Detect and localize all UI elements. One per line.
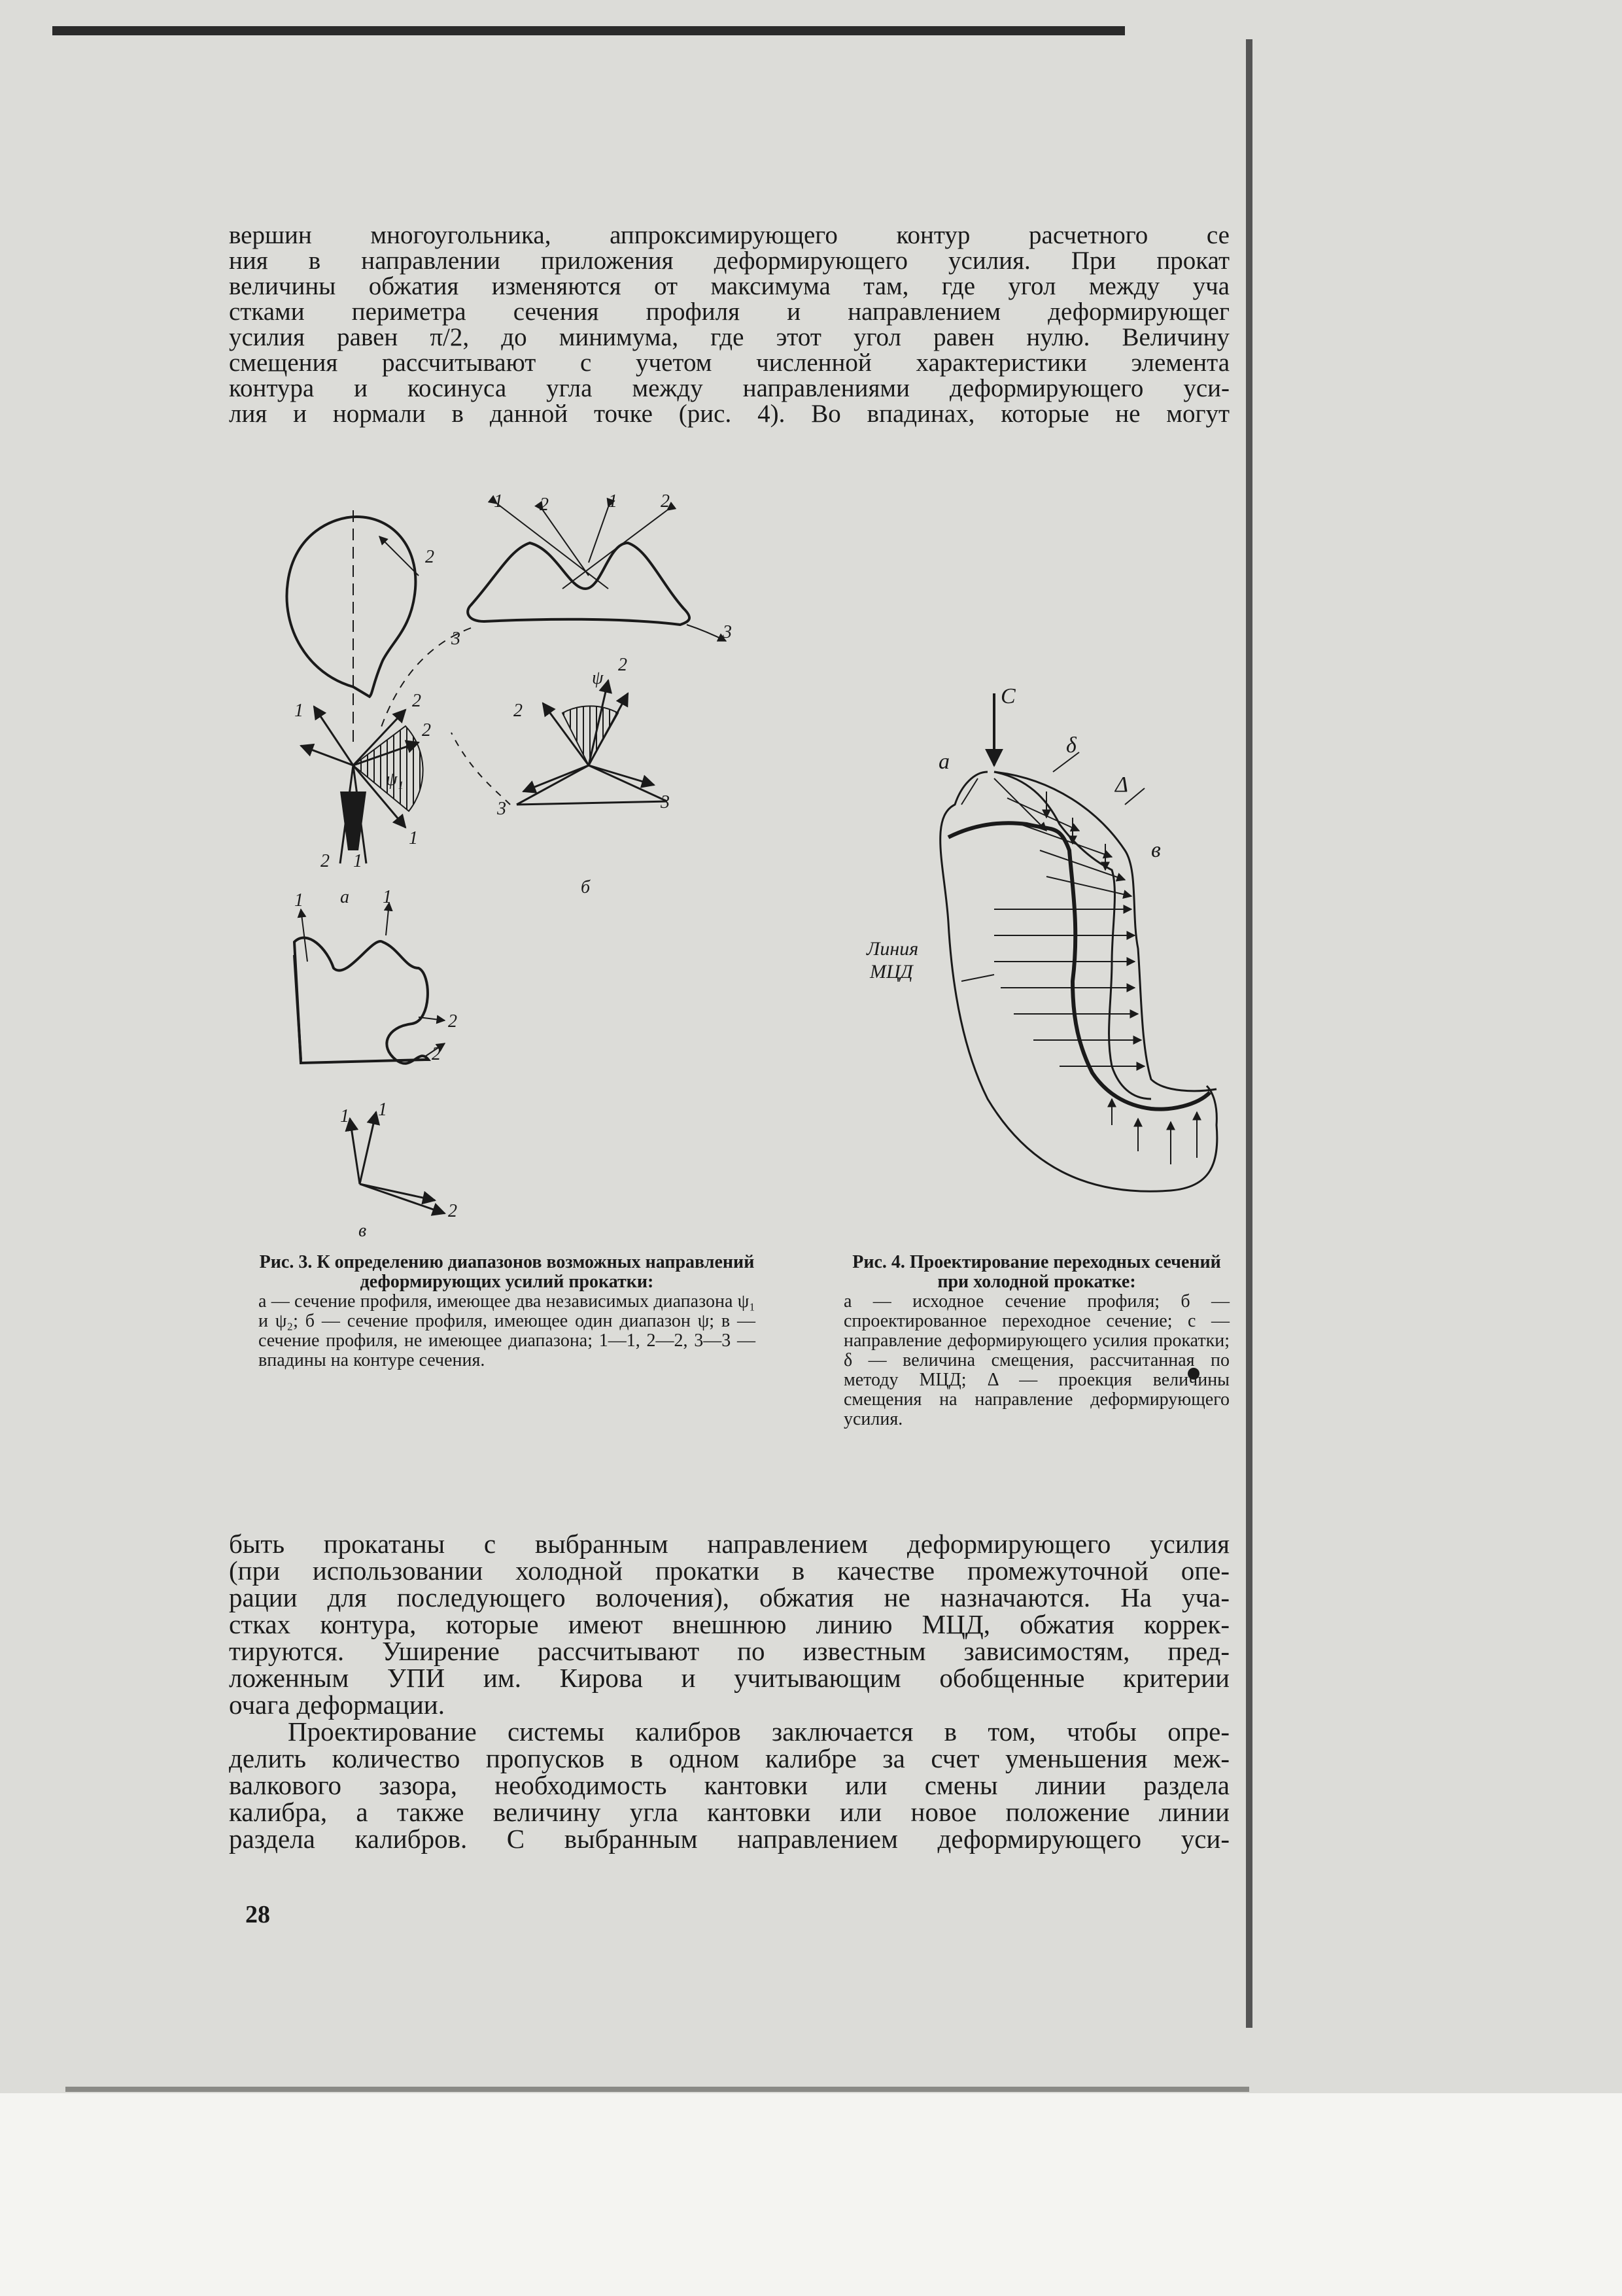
bottom-paragraph bbox=[229, 1531, 1230, 1852]
fig3-label-2: 2 bbox=[425, 547, 434, 567]
fig4-label-v: в bbox=[1151, 838, 1161, 862]
fig4-label-line: Линия bbox=[867, 938, 919, 960]
fig3-label-b: б bbox=[581, 877, 591, 897]
fig4-label-delta: δ bbox=[1066, 733, 1077, 757]
fig3-label-2: 2 bbox=[432, 1044, 441, 1064]
fig3-label-2: 2 bbox=[448, 1011, 457, 1032]
fig3-label-2: 2 bbox=[661, 491, 670, 512]
fig3-label-2: 2 bbox=[540, 495, 549, 515]
text-line: быть прокатаны с выбранным направлением деформирующего усилия bbox=[229, 1529, 1230, 1559]
fig3-label-2: 2 bbox=[448, 1201, 457, 1221]
text-line: очага деформации. bbox=[229, 1690, 445, 1720]
fig3-label-2: 2 bbox=[412, 691, 421, 711]
text-line: рации для последующего волочения), обжатия не назначаются. На уча- bbox=[229, 1582, 1230, 1612]
text-line: ния в направлении приложения деформирующего усилия. При прокат bbox=[229, 247, 1230, 275]
text-line: ложенным УПИ им. Кирова и учитывающим обобщенные критерии bbox=[229, 1663, 1230, 1693]
fig3-label-1: 1 bbox=[409, 828, 418, 848]
fig3-label-psi1: ψ₁ bbox=[386, 769, 404, 790]
fig3b-profile bbox=[379, 504, 726, 733]
fig3-label-1: 1 bbox=[494, 491, 503, 512]
figure4-caption-body: а — исходное сечение профиля; б — спроектированное переходное сечение; с — направление деформирующего усилия прокатки; δ — величина смещения, рассчитанная по методу МЦД; Δ — проекция величины смещения на направление деформирующего усилия. bbox=[844, 1291, 1230, 1429]
fig3-labels bbox=[294, 491, 732, 1241]
text-line: раздела калибров. С выбранным направлением деформирующего уси- bbox=[229, 1824, 1230, 1854]
figure3-caption-title: Рис. 3. К определению диапазонов возможных направлений деформирующих усилий прокатки: bbox=[259, 1252, 755, 1292]
text-line: вершин многоугольника, аппроксимирующего контур расчетного се bbox=[229, 221, 1230, 249]
fig3-label-1: 1 bbox=[294, 701, 303, 721]
fig3-label-v: в bbox=[358, 1221, 367, 1241]
fig4-label-mcd: МЦД bbox=[870, 961, 913, 983]
fig3-label-a: а bbox=[340, 887, 349, 907]
fig3-label-1: 1 bbox=[383, 887, 392, 907]
fig3-label-2: 2 bbox=[618, 655, 627, 675]
fig3-label-1: 1 bbox=[353, 851, 362, 871]
text-line: контура и косинуса угла между направлениями деформирующего уси- bbox=[229, 374, 1230, 402]
text-line: величины обжатия изменяются от максимума там, где угол между уча bbox=[229, 272, 1230, 300]
text-line: калибра, а также величину угла кантовки или новое положение линии bbox=[229, 1797, 1230, 1827]
fig3-label-psi: ψ bbox=[592, 668, 604, 688]
fig4-label-Delta: Δ bbox=[1115, 773, 1128, 797]
fig3-label-3: 3 bbox=[451, 629, 460, 649]
figure3-caption bbox=[258, 1253, 755, 1370]
text-line: стками периметра сечения профиля и направлением деформирующег bbox=[229, 298, 1230, 326]
fig3-label-2: 2 bbox=[422, 720, 431, 740]
fig3-label-1: 1 bbox=[378, 1100, 387, 1120]
text-line: делить количество пропусков в одном калибре за счет уменьшения меж- bbox=[229, 1743, 1230, 1773]
text-line: лия и нормали в данной точке (рис. 4). Во впадинах, которые не могут bbox=[229, 400, 1230, 428]
fig3-label-3: 3 bbox=[661, 792, 670, 812]
fig3-label-3: 3 bbox=[497, 799, 506, 819]
fig4-label-c: С bbox=[1001, 684, 1016, 708]
text-line: (при использовании холодной прокатки в качестве промежуточной опе- bbox=[229, 1556, 1230, 1586]
text-line: усилия равен π/2, до минимума, где этот угол равен нулю. Величину bbox=[229, 323, 1230, 351]
fig4-labels bbox=[866, 684, 1161, 983]
fig3-label-1: 1 bbox=[294, 890, 303, 911]
fig3-label-1: 1 bbox=[340, 1106, 349, 1126]
figure4-caption bbox=[844, 1253, 1230, 1429]
text-line: смещения рассчитывают с учетом численной характеристики элемента bbox=[229, 349, 1230, 377]
fig3-label-3: 3 bbox=[723, 622, 732, 642]
figure4-caption-title: Рис. 4. Проектирование переходных сечений при холодной прокатке: bbox=[852, 1252, 1221, 1292]
text-line: валкового зазора, необходимость кантовки или смены линии раздела bbox=[229, 1770, 1230, 1800]
fig3-label-2: 2 bbox=[513, 701, 523, 721]
fig3a-profile bbox=[286, 510, 419, 746]
fig3a-fan bbox=[301, 706, 423, 863]
fig4-label-a: а bbox=[939, 750, 950, 774]
fig3-label-1: 1 bbox=[608, 491, 617, 512]
fig3b-fan bbox=[451, 680, 667, 805]
text-line: Проектирование системы калибров заключается в том, чтобы опре- bbox=[288, 1716, 1230, 1747]
text-line: тируются. Уширение рассчитывают по известным зависимостям, пред- bbox=[229, 1636, 1230, 1666]
fig3v-profile bbox=[294, 903, 445, 1064]
fig3v-axes bbox=[350, 1112, 445, 1213]
fig3-label-2: 2 bbox=[320, 851, 330, 871]
figure3-caption-body: а — сечение профиля, имеющее два независимых диапазона ψ₁ и ψ₂; б — сечение профиля, имеющее один диапазон ψ; в — сечение профиля, не имеющее диапазона; 1—1, 2—2, 3—3 — впадины на контуре сечения. bbox=[258, 1291, 755, 1370]
page-number: 28 bbox=[245, 1901, 270, 1928]
text-line: стках контура, которые имеют внешнюю линию МЦД, обжатия коррек- bbox=[229, 1609, 1230, 1639]
